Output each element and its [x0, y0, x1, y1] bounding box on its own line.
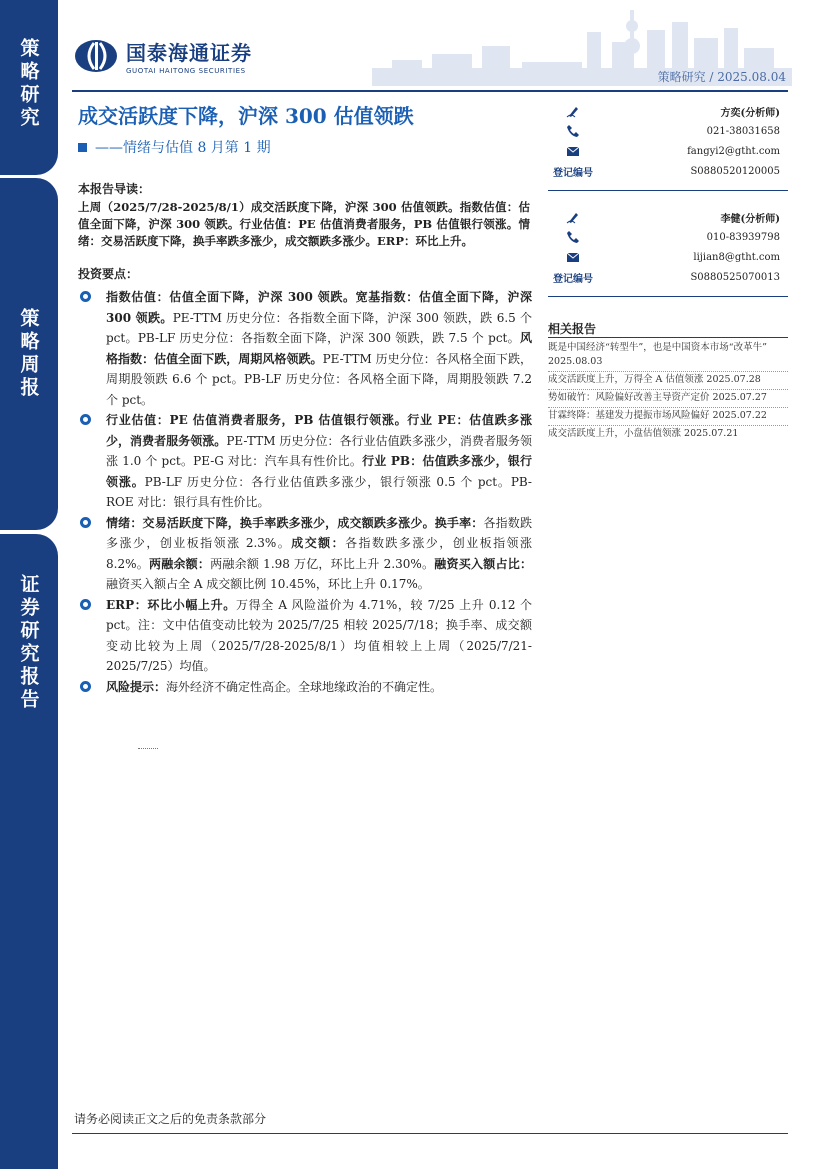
pen-icon: [566, 104, 580, 118]
investment-point: [78, 410, 532, 513]
logo-mark-icon: [74, 39, 118, 73]
analyst-card-2: [548, 207, 780, 287]
related-reports-title: 相关报告: [548, 322, 597, 336]
header-divider: [72, 90, 788, 92]
subtitle-text: ——情绪与估值 8 月第 1 期: [95, 140, 271, 156]
related-report-item[interactable]: 成交活跃度上升，小盘估值领涨 2025.07.21: [548, 428, 739, 439]
analyst-reg-row: [548, 161, 780, 181]
point-text: 各指数跌多涨少，创业板指领涨 8.2%。: [106, 536, 532, 571]
point-text: PE-TTM 历史分位：各风格全面下跌，周期股领跌 6.6 个 pct。PB-LF 历史分位：各风格全面下降，周期股领跌 7.2 个 pct。: [106, 351, 532, 407]
header-meta: [658, 68, 786, 85]
side-tab-label: 策略周报: [17, 308, 40, 400]
reg-label: 登记编号: [553, 167, 593, 179]
circle-bullet-icon: [80, 681, 91, 692]
analyst-phone-row: [548, 227, 780, 247]
circle-bullet-icon: [80, 291, 91, 302]
circle-bullet-icon: [80, 414, 91, 425]
header-category: 策略研究: [657, 70, 706, 84]
related-report-item[interactable]: 势如破竹：风险偏好改善主导资产定价 2025.07.27: [548, 390, 788, 408]
point-text: PB-LF 历史分位：各行业估值跌多涨少，银行领涨 0.5 个 pct。PB-ROE 对比：银行具有性价比。: [106, 474, 532, 509]
circle-bullet-icon: [80, 517, 91, 528]
point-bold: 行业 PB：估值跌多涨少，银行领涨。: [106, 454, 532, 489]
analyst-divider: [548, 190, 788, 191]
circle-bullet-icon: [80, 599, 91, 610]
point-text: PE-TTM 历史分位：各行业估值跌多涨少，消费者服务领涨 1.0 个 pct。PE-G 对比：汽车具有性价比。: [106, 433, 532, 468]
footer-divider: [72, 1133, 788, 1134]
investment-points-heading: 投资要点：: [78, 267, 139, 281]
analyst-divider: [548, 296, 788, 297]
square-bullet-icon: [78, 143, 87, 152]
phone-icon: [566, 124, 580, 138]
company-logo: [74, 37, 252, 75]
phone-icon: [566, 230, 580, 244]
analyst-phone-row: [548, 121, 780, 141]
point-text: 各指数跌多涨少，创业板指领涨 2.3%。: [106, 515, 532, 550]
related-report-item[interactable]: 成交活跃度上升，万得全 A 估值领涨 2025.07.28: [548, 372, 788, 390]
email-icon: [566, 144, 580, 158]
point-bold: ERP：环比小幅上升。: [106, 597, 236, 612]
analyst-card-1: [548, 101, 780, 181]
side-tab-label: 证券研究报告: [17, 574, 40, 712]
analyst-email[interactable]: fangyi2@gtht.com: [687, 145, 780, 157]
side-tab-securities-report: [0, 534, 58, 1169]
point-bold: 两融余额：: [148, 556, 211, 571]
point-text: 万得全 A 风险溢价为 4.71%，较 7/25 上升 0.12 个 pct。注：文中估值变动比较为 2025/7/25 相较 2025/7/18；换手率、成交额变动比较为上周（2025/7/28-2025/8/1）均值相较上上周（2025/7/21-2025/7/25）均值。: [106, 597, 532, 673]
point-bold: 融资买入额占比：: [434, 556, 532, 571]
header-date: 2025.08.04: [717, 70, 786, 84]
point-bold: 风险提示：: [106, 679, 167, 694]
report-subtitle: [78, 137, 271, 157]
related-reports-divider: [548, 337, 788, 338]
point-bold: 行业估值：PE 估值消费者服务，PB 估值银行领涨。行业 PE：估值跌多涨少，消费者服务领涨。: [106, 413, 532, 448]
logo-en-text: GUOTAI HAITONG SECURITIES: [126, 67, 246, 75]
investment-point: [78, 595, 532, 677]
related-reports-list: [548, 340, 788, 443]
point-bold: 情绪：交易活跃度下降，换手率跌多涨少，成交额跌多涨少。换手率：: [106, 515, 484, 530]
reg-label: 登记编号: [553, 273, 593, 285]
related-report-item[interactable]: 既是中国经济“转型牛”，也是中国资本市场“改革牛” 2025.08.03: [548, 340, 788, 372]
analyst-name: 方奕(分析师): [720, 107, 780, 119]
header-separator: /: [709, 70, 718, 84]
decorative-dash: [138, 748, 158, 749]
analyst-name-row: [548, 101, 780, 121]
point-bold: 风格指数：估值全面下跌，周期风格领跌。: [106, 331, 532, 366]
point-text: PE-TTM 历史分位：各指数全面下降，沪深 300 领跌，跌 6.5 个 pct。PB-LF 历史分位：各指数全面下降，沪深 300 领跌，跌 7.5 个 pct。: [106, 310, 532, 345]
point-bold: 成交额：: [291, 536, 346, 550]
point-text: 融资买入额占全 A 成交额比例 10.45%，环比上升 0.17%。: [106, 577, 430, 591]
investment-point: [78, 677, 532, 698]
analyst-name: 李健(分析师): [720, 213, 780, 225]
guide-heading: 本报告导读：: [78, 182, 151, 196]
report-title: 成交活跃度下降，沪深 300 估值领跌: [78, 104, 414, 128]
analyst-email-row: [548, 247, 780, 267]
analyst-reg-number: S0880525070013: [690, 271, 780, 283]
side-tab-strategy-research: [0, 0, 58, 175]
analyst-phone: 021-38031658: [706, 125, 780, 137]
disclaimer-text: 请务必阅读正文之后的免责条款部分: [74, 1112, 267, 1126]
investment-point: [78, 513, 532, 595]
email-icon: [566, 250, 580, 264]
side-tab-label: 策略研究: [17, 38, 40, 130]
analyst-phone: 010-83939798: [706, 231, 780, 243]
side-tab-strategy-weekly: [0, 178, 58, 530]
analyst-name-row: [548, 207, 780, 227]
analyst-reg-number: S0880520120005: [690, 165, 780, 177]
analyst-email[interactable]: lijian8@gtht.com: [693, 251, 780, 263]
point-text: 海外经济不确定性高企。全球地缘政治的不确定性。: [166, 679, 443, 694]
logo-cn-text: 国泰海通证券: [126, 41, 252, 65]
investment-points-list: [78, 287, 532, 697]
analyst-reg-row: [548, 267, 780, 287]
analyst-email-row: [548, 141, 780, 161]
investment-point: [78, 287, 532, 410]
point-bold: 指数估值：估值全面下降，沪深 300 领跌。宽基指数：估值全面下降，沪深 300 领跌。: [106, 290, 532, 325]
point-text: 两融余额 1.98 万亿，环比上升 2.30%。: [210, 556, 435, 571]
pen-icon: [566, 210, 580, 224]
guide-text: 上周（2025/7/28-2025/8/1）成交活跃度下降，沪深 300 估值领跌。指数估值：估值全面下降，沪深 300 领跌。行业估值：PE 估值消费者服务，PB 估值银行领涨。情绪：交易活跃度下降，换手率跌多涨少，成交额跌多涨少。ERP：环比上升。: [78, 200, 530, 248]
related-report-item[interactable]: 甘霖终降：基建发力提振市场风险偏好 2025.07.22: [548, 408, 788, 426]
